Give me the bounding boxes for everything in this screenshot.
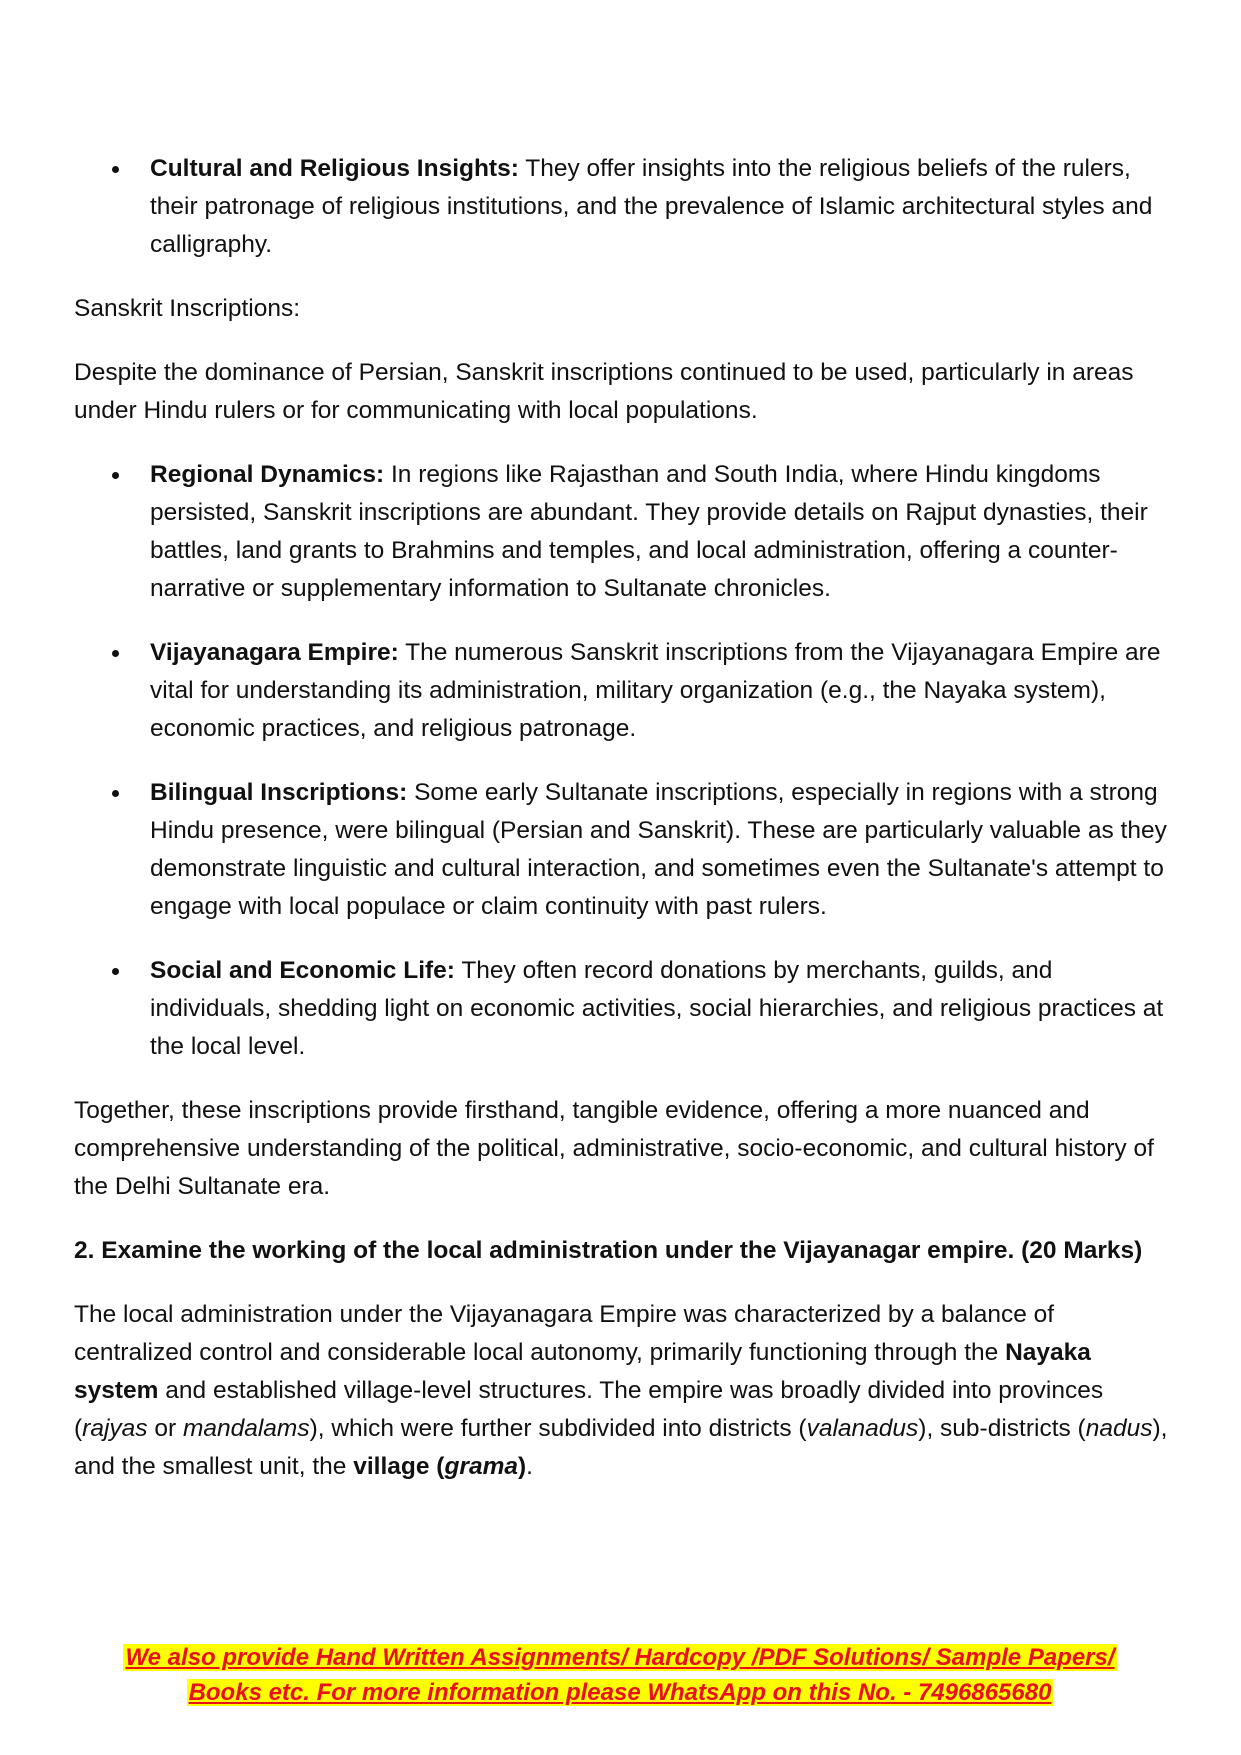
answer-italic-term: nadus — [1085, 1415, 1153, 1442]
bullet-icon — [112, 790, 119, 797]
answer-italic-term: mandalams — [182, 1415, 310, 1442]
conclusion-paragraph: Together, these inscriptions provide firsthand, tangible evidence, offering a more nuanced and comprehensive understanding of the political, administrative, socio-economic, and cultural history of the Delhi Sultanate era. — [74, 1097, 1154, 1200]
bullet-text: The numerous Sanskrit inscriptions from the Vijayanagara Empire are vital for understanding its administration, military organization (e.g., the Nayaka system), economic practices, and religious patronage. — [150, 639, 1161, 742]
answer-text: and established village-level structures. The empire was broadly divided into provinces ( — [74, 1377, 1104, 1442]
answer-text: ), and the smallest unit, the — [74, 1415, 1168, 1480]
bullet-text: In regions like Rajasthan and South India, where Hindu kingdoms persisted, Sanskrit inscriptions are abundant. They provide details on Rajput dynasties, their battles, land grants to Brahmins and temples, and local administration, offering a counter-narrative or supplementary information to Sultanate chronicles. — [150, 461, 1148, 602]
bullet-text: They offer insights into the religious beliefs of the rulers, their patronage of religious institutions, and the prevalence of Islamic architectural styles and calligraphy. — [150, 155, 1153, 258]
answer-text: ), sub-districts ( — [918, 1415, 1086, 1442]
answer-bold-term: Nayaka system — [74, 1339, 1091, 1404]
bullet-icon — [112, 650, 119, 657]
list-item — [74, 150, 1174, 264]
intro-paragraph: Despite the dominance of Persian, Sanskrit inscriptions continued to be used, particularly in areas under Hindu rulers or for communicating with local populations. — [74, 359, 1134, 424]
list-item — [74, 952, 1174, 1066]
answer-italic-term: valanadus — [806, 1415, 919, 1442]
bullet-list-top — [74, 150, 1174, 264]
question-heading: 2. Examine the working of the local administration under the Vijayanagar empire. (20 Marks) — [74, 1237, 1143, 1264]
answer-text: The local administration under the Vijayanagara Empire was characterized by a balance of centralized control and considerable local autonomy, primarily functioning through the — [74, 1301, 1055, 1366]
promo-footer — [70, 1640, 1170, 1710]
answer-bold-italic-term: grama — [444, 1453, 518, 1480]
answer-paragraph — [74, 1296, 1174, 1486]
list-item — [74, 456, 1174, 608]
bullet-list-sanskrit — [74, 456, 1174, 1066]
bullet-text: They often record donations by merchants, guilds, and individuals, shedding light on economic activities, social hierarchies, and religious practices at the local level. — [150, 957, 1164, 1060]
answer-text: . — [526, 1453, 533, 1480]
section-label: Sanskrit Inscriptions: — [74, 295, 301, 322]
bullet-icon — [112, 968, 119, 975]
answer-bold-term — [444, 1453, 518, 1480]
list-item — [74, 774, 1174, 926]
bullet-term: Social and Economic Life: — [150, 957, 455, 984]
answer-text: or — [147, 1415, 183, 1442]
bullet-term: Cultural and Religious Insights: — [150, 155, 519, 182]
footer-line-1: We also provide Hand Written Assignments/ Hardcopy /PDF Solutions/ Sample Papers/ — [125, 1644, 1115, 1671]
answer-bold-term: village ( — [353, 1453, 445, 1480]
bullet-term: Regional Dynamics: — [150, 461, 385, 488]
bullet-icon — [112, 166, 119, 173]
bullet-icon — [112, 472, 119, 479]
bullet-term: Bilingual Inscriptions: — [150, 779, 408, 806]
answer-bold-term: ) — [517, 1453, 527, 1480]
page-content — [74, 150, 1174, 1512]
answer-text: ), which were further subdivided into districts ( — [309, 1415, 807, 1442]
footer-line-2: Books etc. For more information please WhatsApp on this No. - 7496865680 — [188, 1679, 1052, 1706]
list-item — [74, 634, 1174, 748]
bullet-term: Vijayanagara Empire: — [150, 639, 399, 666]
answer-italic-term: rajyas — [82, 1415, 148, 1442]
bullet-text: Some early Sultanate inscriptions, especially in regions with a strong Hindu presence, were bilingual (Persian and Sanskrit). These are particularly valuable as they demonstrate linguistic and cultural interaction, and sometimes even the Sultanate's attempt to engage with local populace or claim continuity with past rulers. — [150, 779, 1167, 920]
